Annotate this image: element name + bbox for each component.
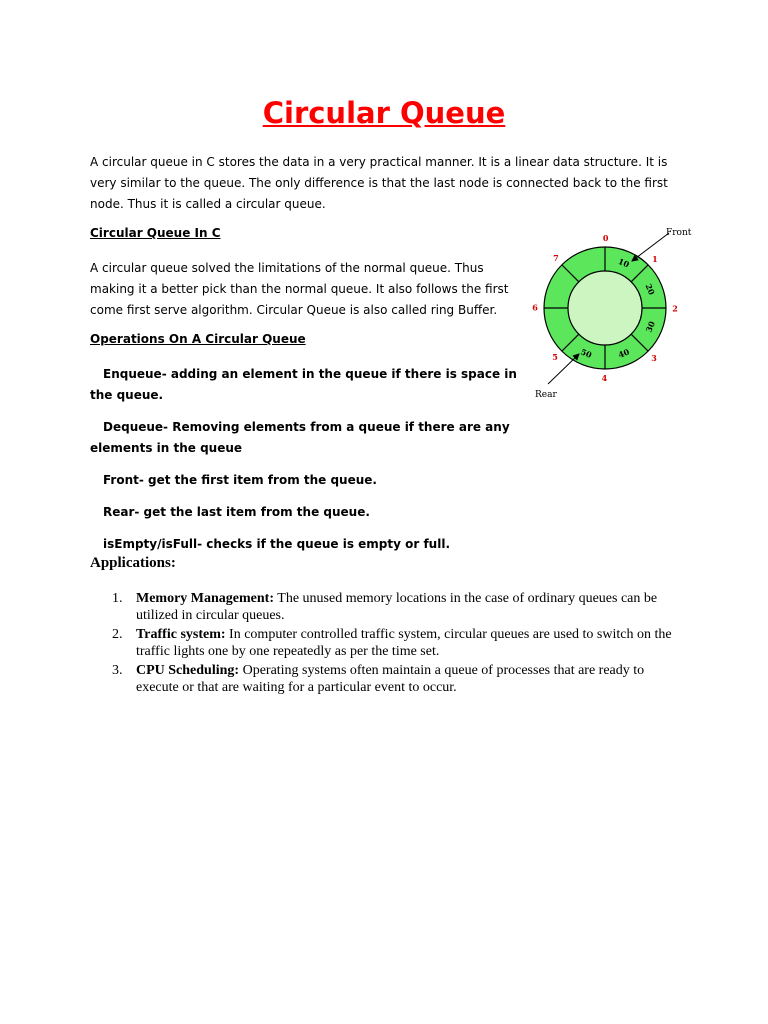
section-heading-operations: Operations On A Circular Queue	[90, 332, 306, 346]
section-heading-circular-queue-in-c: Circular Queue In C	[90, 226, 221, 240]
slot-value: 50	[579, 346, 594, 361]
operation-item: Enqueue- adding an element in the queue if there is space in the queue.	[90, 367, 517, 402]
list-number: 2.	[112, 627, 123, 642]
application-text: The unused memory locations in the case of ordinary queues can be utilized in circular queues.	[136, 591, 658, 623]
front-label: Front	[666, 228, 692, 238]
slot-index-label: 7	[553, 253, 559, 264]
section-paragraph: A circular queue solved the limitations of the normal queue. Thus making it a better pick than the normal queue. It also follows the first come first serve algorithm. Circular Queue is also called ring Buffer.	[90, 261, 509, 317]
applications-heading: Applications:	[90, 555, 176, 571]
circular-queue-diagram	[528, 224, 698, 406]
slot-index-label: 4	[601, 372, 608, 383]
application-text: In computer controlled traffic system, circular queues are used to switch on the traffic lights one by one repeatedly as per the time set.	[136, 627, 672, 659]
rear-label: Rear	[535, 390, 557, 400]
operation-item: isEmpty/isFull- checks if the queue is empty or full.	[103, 537, 451, 551]
application-item	[112, 626, 682, 660]
operation-item: Dequeue- Removing elements from a queue if there are any elements in the queue	[90, 420, 510, 455]
slot-index-label: 5	[552, 352, 558, 363]
operation-item: Front- get the first item from the queue.	[103, 473, 377, 487]
operations-list	[90, 364, 530, 566]
applications-list	[112, 590, 682, 698]
page-title: Circular Queue	[262, 96, 506, 130]
application-item	[112, 662, 682, 696]
application-item	[112, 590, 682, 624]
slot-index-label: 1	[652, 253, 658, 264]
slot-index-label: 0	[602, 233, 609, 244]
list-number: 1.	[112, 591, 123, 606]
application-term: Memory Management:	[136, 591, 275, 606]
slot-value: 30	[643, 319, 658, 334]
slot-value: 20	[643, 282, 658, 297]
application-term: Traffic system:	[136, 627, 226, 642]
slot-index-label: 6	[532, 302, 538, 313]
front-arrow	[632, 233, 669, 261]
application-term: CPU Scheduling:	[136, 663, 240, 678]
list-number: 3.	[112, 663, 123, 678]
slot-value: 40	[616, 346, 631, 361]
application-text: Operating systems often maintain a queue of processes that are ready to execute or that are waiting for a particular event to occur.	[136, 663, 645, 695]
slot-index-label: 3	[651, 352, 657, 363]
slot-value: 10	[616, 255, 631, 270]
operation-item: Rear- get the last item from the queue.	[103, 505, 370, 519]
slot-index-label: 2	[672, 303, 678, 314]
intro-paragraph: A circular queue in C stores the data in a very practical manner. It is a linear data structure. It is very similar to the queue. The only difference is that the last node is connected back to the first node. Thus it is called a circular queue.	[90, 155, 668, 211]
ring-inner	[568, 271, 642, 345]
